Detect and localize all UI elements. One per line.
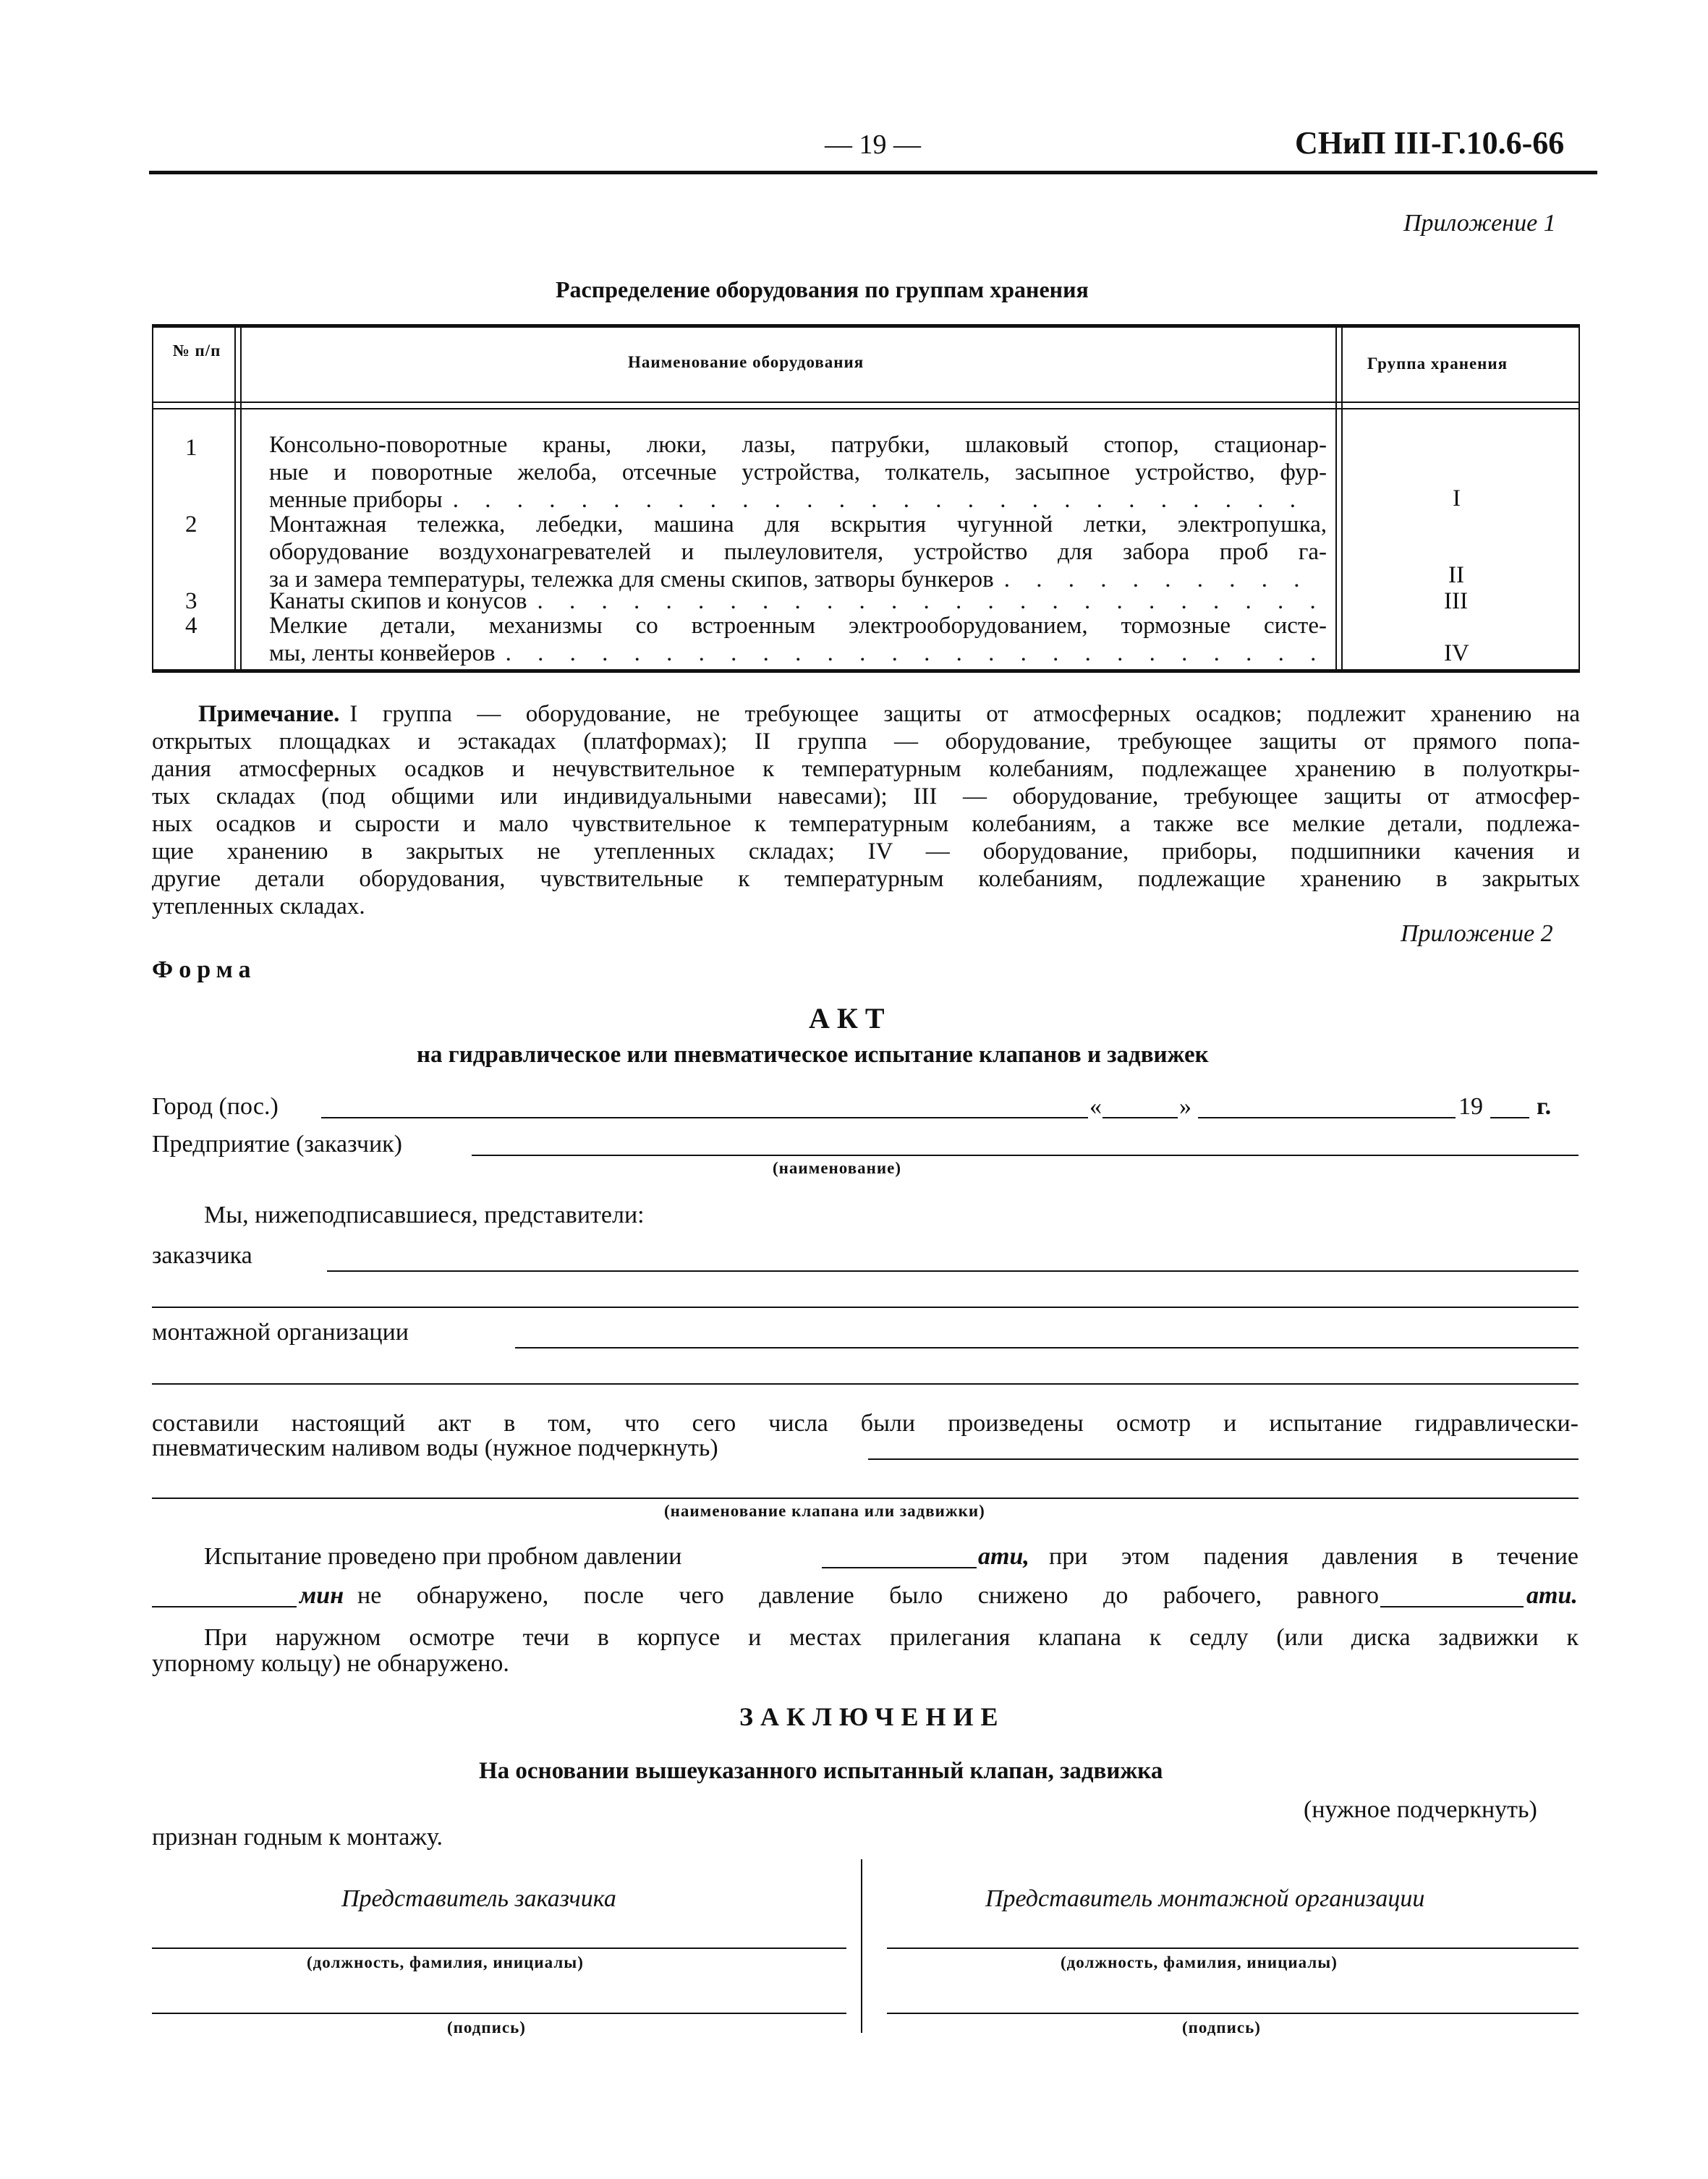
row-4-text: [269, 612, 1327, 667]
header-equipment-name: Наименование оборудования: [628, 353, 864, 371]
date-open-quote: «: [1089, 1093, 1102, 1120]
year-suffix: г.: [1537, 1093, 1552, 1120]
note-line-6: щие хранению в закрытых не утепленных складах; IV — оборудование, приборы, подшипники качения и: [152, 838, 1580, 865]
row-3-line-1: Канаты скипов и конусов: [269, 588, 527, 614]
installer-position-field[interactable]: [887, 1947, 1579, 1949]
fit-text: признан годным к монтажу.: [152, 1824, 443, 1851]
note-line-7: другие детали оборудования, чувствительные к температурным колебаниям, подлежащие хранению в закрытых: [152, 866, 1580, 892]
installer-representative-title: Представитель монтажной организации: [985, 1885, 1425, 1912]
enterprise-label: Предприятие (заказчик): [152, 1131, 402, 1158]
table-bottom-border: [152, 669, 1580, 673]
header-number: № п/п: [172, 341, 221, 360]
customer-field-2[interactable]: [152, 1307, 1579, 1308]
row-2-group: II: [1448, 562, 1464, 588]
table-title: Распределение оборудования по группам хранения: [556, 276, 1089, 302]
table-col-divider-2: [1335, 324, 1337, 671]
test-pressure-field[interactable]: [822, 1567, 977, 1568]
table-col-divider-1b: [240, 324, 242, 671]
installer-field-1[interactable]: [515, 1347, 1579, 1348]
header-storage-group: Группа хранения: [1367, 354, 1508, 373]
test-unit-ati: ати,: [978, 1543, 1029, 1570]
table-col-divider-1: [234, 324, 236, 671]
row-3-group: III: [1444, 588, 1468, 614]
customer-field-1[interactable]: [327, 1270, 1579, 1272]
note-line-8: утепленных складах.: [152, 893, 365, 919]
table-top-border: [152, 324, 1580, 328]
appendix-2-label: Приложение 2: [1401, 920, 1553, 947]
row-2-text: [269, 511, 1327, 593]
enterprise-caption: (наименование): [773, 1159, 902, 1177]
installer-signature-caption: (подпись): [1182, 2018, 1261, 2036]
test-line-1-start: Испытание проведено при пробном давлении: [204, 1543, 682, 1570]
enterprise-field[interactable]: [472, 1155, 1579, 1156]
conclusion-title: ЗАКЛЮЧЕНИЕ: [739, 1702, 1006, 1731]
date-close-quote: »: [1179, 1093, 1191, 1120]
row-4-group: IV: [1444, 640, 1469, 666]
composed-line-1: составили настоящий акт в том, что сего числа были произведены осмотр и испытание гидравлически-: [152, 1410, 1579, 1437]
city-label: Город (пос.): [152, 1093, 279, 1120]
row-1-group: I: [1453, 485, 1461, 511]
test-duration-field[interactable]: [152, 1606, 297, 1607]
table-header-border: [152, 402, 1580, 403]
installer-signature-field[interactable]: [887, 2013, 1579, 2014]
document-code: СНиП III-Г.10.6-66: [1295, 125, 1565, 161]
header-rule: [149, 171, 1597, 174]
row-3-leader: . . . . . . . . . . . . . . . . . . . . . . . . .: [537, 588, 1326, 614]
customer-signature-field[interactable]: [152, 2013, 846, 2014]
test-unit-min: мин: [299, 1582, 344, 1609]
note-line-1: I группа — оборудование, не требующее защиты от атмосферных осадков; подлежит хранению на: [349, 701, 1580, 727]
customer-position-field[interactable]: [152, 1947, 846, 1949]
note-block: [152, 700, 1580, 920]
row-3-text: [269, 587, 1327, 615]
year-prefix: 19: [1458, 1093, 1483, 1120]
undersigned-text: Мы, нижеподписавшиеся, представители:: [204, 1202, 645, 1228]
note-line-4: тых складах (под общими или индивидуальными навесами); III — оборудование, требующее защиты от атмосфер-: [152, 783, 1580, 810]
row-4-leader: . . . . . . . . . . . . . . . . . . . . . . . . . .: [505, 640, 1327, 666]
installer-field-2[interactable]: [152, 1383, 1579, 1385]
table-header-border-2: [152, 408, 1580, 409]
page-number: — 19 —: [825, 129, 921, 160]
underline-note: (нужное подчеркнуть): [1304, 1796, 1537, 1823]
note-line-5: ных осадков и сырости и мало чувствительное к температурным колебаниям, а также все мелкие детали, подлежа-: [152, 811, 1580, 837]
row-4-line-1: Мелкие детали, механизмы со встроенным электрооборудованием, тормозные систе-: [269, 613, 1327, 639]
city-field[interactable]: [321, 1117, 1088, 1118]
row-1-line-3: менные приборы: [269, 487, 443, 513]
signature-divider: [861, 1859, 862, 2033]
day-field[interactable]: [1102, 1117, 1178, 1118]
test-line-1-end: при этом падения давления в течение: [1049, 1543, 1579, 1570]
note-line-2: открытых площадках и эстакадах (платформах); II группа — оборудование, требующее защиты от прямого попа-: [152, 729, 1580, 755]
test-unit-ati-2: ати.: [1526, 1582, 1578, 1609]
conclusion-text: На основании вышеуказанного испытанный клапан, задвижка: [479, 1758, 1163, 1784]
customer-position-caption: (должность, фамилия, инициалы): [307, 1953, 584, 1971]
row-1-number: 1: [185, 435, 197, 461]
table-col-divider-2b: [1341, 324, 1343, 671]
row-2-line-3: за и замера температуры, тележка для смены скипов, затворы бункеров: [269, 566, 994, 592]
row-2-leader: . . . . . . . . . .: [1003, 566, 1310, 592]
installer-position-caption: (должность, фамилия, инициалы): [1061, 1953, 1338, 1971]
row-1-line-1: Консольно-поворотные краны, люки, лазы, патрубки, шлаковый стопор, стационар-: [269, 432, 1327, 458]
customer-label: заказчика: [152, 1242, 252, 1269]
working-pressure-field[interactable]: [1380, 1606, 1524, 1607]
test-line-2-text: не обнаружено, после чего давление было снижено до рабочего, равного: [357, 1582, 1379, 1609]
table-left-border: [152, 324, 153, 671]
row-1-text: [269, 431, 1327, 514]
inspection-line-1: При наружном осмотре течи в корпусе и местах прилегания клапана к седлу (или диска задвижки к: [204, 1624, 1579, 1651]
month-field[interactable]: [1198, 1117, 1456, 1118]
form-label: Форма: [152, 956, 257, 983]
year-field[interactable]: [1490, 1117, 1529, 1118]
act-title: АКТ: [809, 1002, 892, 1035]
composed-line-2: пневматическим наливом воды (нужное подчеркнуть): [152, 1435, 718, 1461]
inspection-line-2: упорному кольцу) не обнаружено.: [152, 1650, 509, 1677]
row-4-number: 4: [185, 613, 197, 639]
row-1-line-2: ные и поворотные желоба, отсечные устройства, толкатель, засыпное устройство, фур-: [269, 459, 1327, 485]
note-label: Примечание.: [198, 701, 340, 727]
installer-label: монтажной организации: [152, 1319, 409, 1346]
row-1-leader: . . . . . . . . . . . . . . . . . . . . . . . . . . .: [452, 487, 1306, 513]
row-2-line-1: Монтажная тележка, лебедки, машина для вскрытия чугунной летки, электропушка,: [269, 511, 1327, 538]
table-right-border: [1579, 324, 1580, 671]
valve-caption: (наименование клапана или задвижки): [664, 1502, 985, 1520]
valve-field-1[interactable]: [868, 1458, 1579, 1460]
row-2-line-2: оборудование воздухонагревателей и пылеуловителя, устройство для забора проб га-: [269, 539, 1327, 565]
note-line-3: дания атмосферных осадков и нечувствительное к температурным колебаниям, подлежащее хранению в полуоткры-: [152, 756, 1580, 782]
customer-representative-title: Представитель заказчика: [341, 1885, 616, 1912]
customer-signature-caption: (подпись): [447, 2018, 526, 2036]
appendix-1-label: Приложение 1: [1403, 210, 1556, 237]
act-subtitle: на гидравлическое или пневматическое испытание клапанов и задвижек: [417, 1042, 1209, 1068]
row-2-number: 2: [185, 511, 197, 538]
row-3-number: 3: [185, 588, 197, 614]
valve-field-2[interactable]: [152, 1498, 1579, 1499]
row-4-line-2: мы, ленты конвейеров: [269, 640, 496, 666]
